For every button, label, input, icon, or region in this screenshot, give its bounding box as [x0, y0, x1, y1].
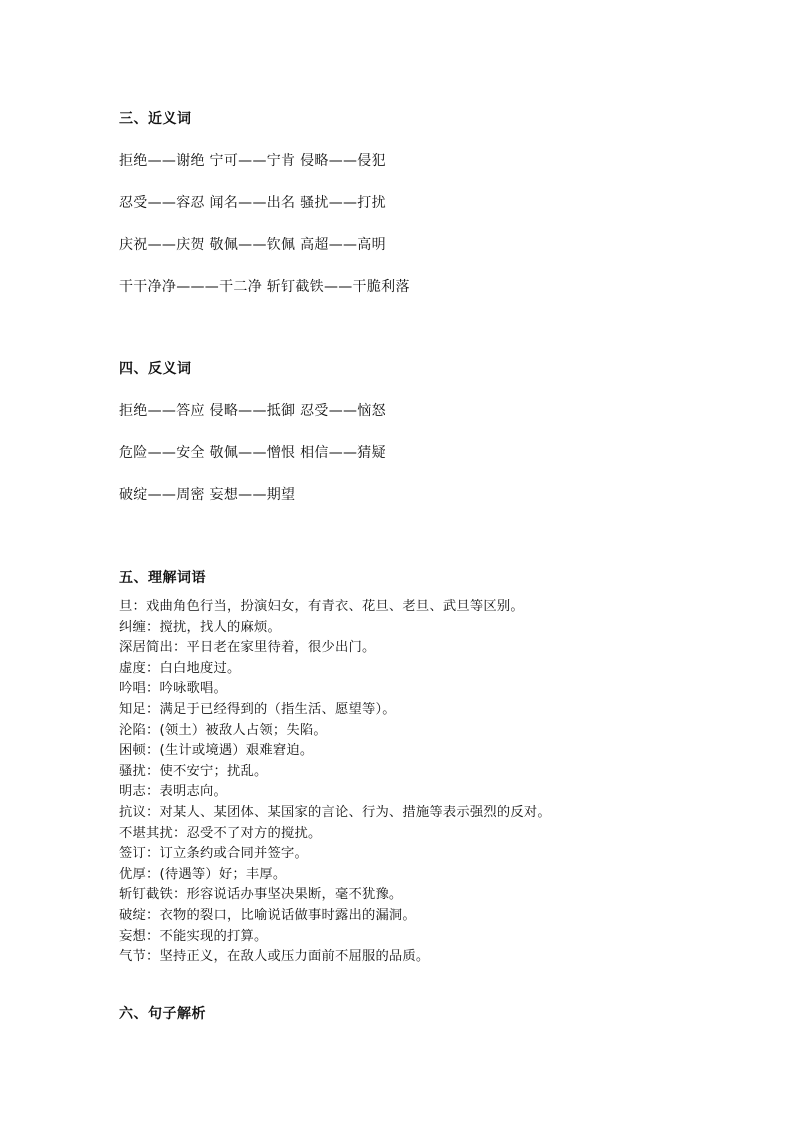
- vocab-item: 气节：坚持正义，在敌人或压力面前不屈服的品质。: [119, 949, 430, 965]
- vocab-item: 吟唱：吟咏歌唱。: [119, 681, 227, 697]
- section-heading-antonyms: 四、反义词: [119, 361, 192, 377]
- vocab-item: 不堪其扰：忍受不了对方的搅扰。: [119, 825, 322, 841]
- synonym-line-3: 庆祝——庆贺 敬佩——钦佩 高超——高明: [119, 237, 386, 253]
- section-heading-vocabulary: 五、理解词语: [119, 570, 206, 586]
- vocab-item: 明志：表明志向。: [119, 784, 227, 800]
- vocab-item: 骚扰：使不安宁；扰乱。: [119, 763, 268, 779]
- synonym-line-4: 干干净净———干二净 斩钉截铁——干脆利落: [119, 279, 410, 295]
- synonym-line-1: 拒绝——谢绝 宁可——宁肯 侵略——侵犯: [119, 153, 386, 169]
- vocab-item: 知足：满足于已经得到的（指生活、愿望等）。: [119, 701, 396, 717]
- section-heading-synonyms: 三、近义词: [119, 111, 192, 127]
- antonym-line-1: 拒绝——答应 侵略——抵御 忍受——恼怒: [119, 403, 386, 419]
- vocab-item: 优厚：(待遇等）好；丰厚。: [119, 866, 287, 882]
- vocab-item: 纠缠：搅扰，找人的麻烦。: [119, 619, 281, 635]
- vocab-item: 抗议：对某人、某团体、某国家的言论、行为、措施等表示强烈的反对。: [119, 804, 551, 820]
- section-heading-sentences: 六、句子解析: [119, 1006, 206, 1022]
- vocab-item: 沦陷：(领土）被敌人占领；失陷。: [119, 722, 327, 738]
- vocab-item: 困顿：(生计或境遇）艰难窘迫。: [119, 743, 314, 759]
- vocab-item: 妄想：不能实现的打算。: [119, 928, 268, 944]
- vocab-item: 签订：订立条约或合同并签字。: [119, 846, 308, 862]
- vocab-item: 深居简出：平日老在家里待着，很少出门。: [119, 640, 376, 656]
- vocab-item: 虚度：白白地度过。: [119, 660, 241, 676]
- vocabulary-definition-list: [119, 597, 551, 968]
- vocab-item: 斩钉截铁：形容说话办事坚决果断，毫不犹豫。: [119, 887, 403, 903]
- antonym-line-2: 危险——安全 敬佩——憎恨 相信——猜疑: [119, 445, 386, 461]
- vocab-item: 旦：戏曲角色行当，扮演妇女，有青衣、花旦、老旦、武旦等区别。: [119, 599, 524, 614]
- vocab-item: 破绽：衣物的裂口，比喻说话做事时露出的漏洞。: [119, 907, 416, 923]
- antonym-line-3: 破绽——周密 妄想——期望: [119, 487, 296, 503]
- synonym-line-2: 忍受——容忍 闻名——出名 骚扰——打扰: [119, 195, 386, 211]
